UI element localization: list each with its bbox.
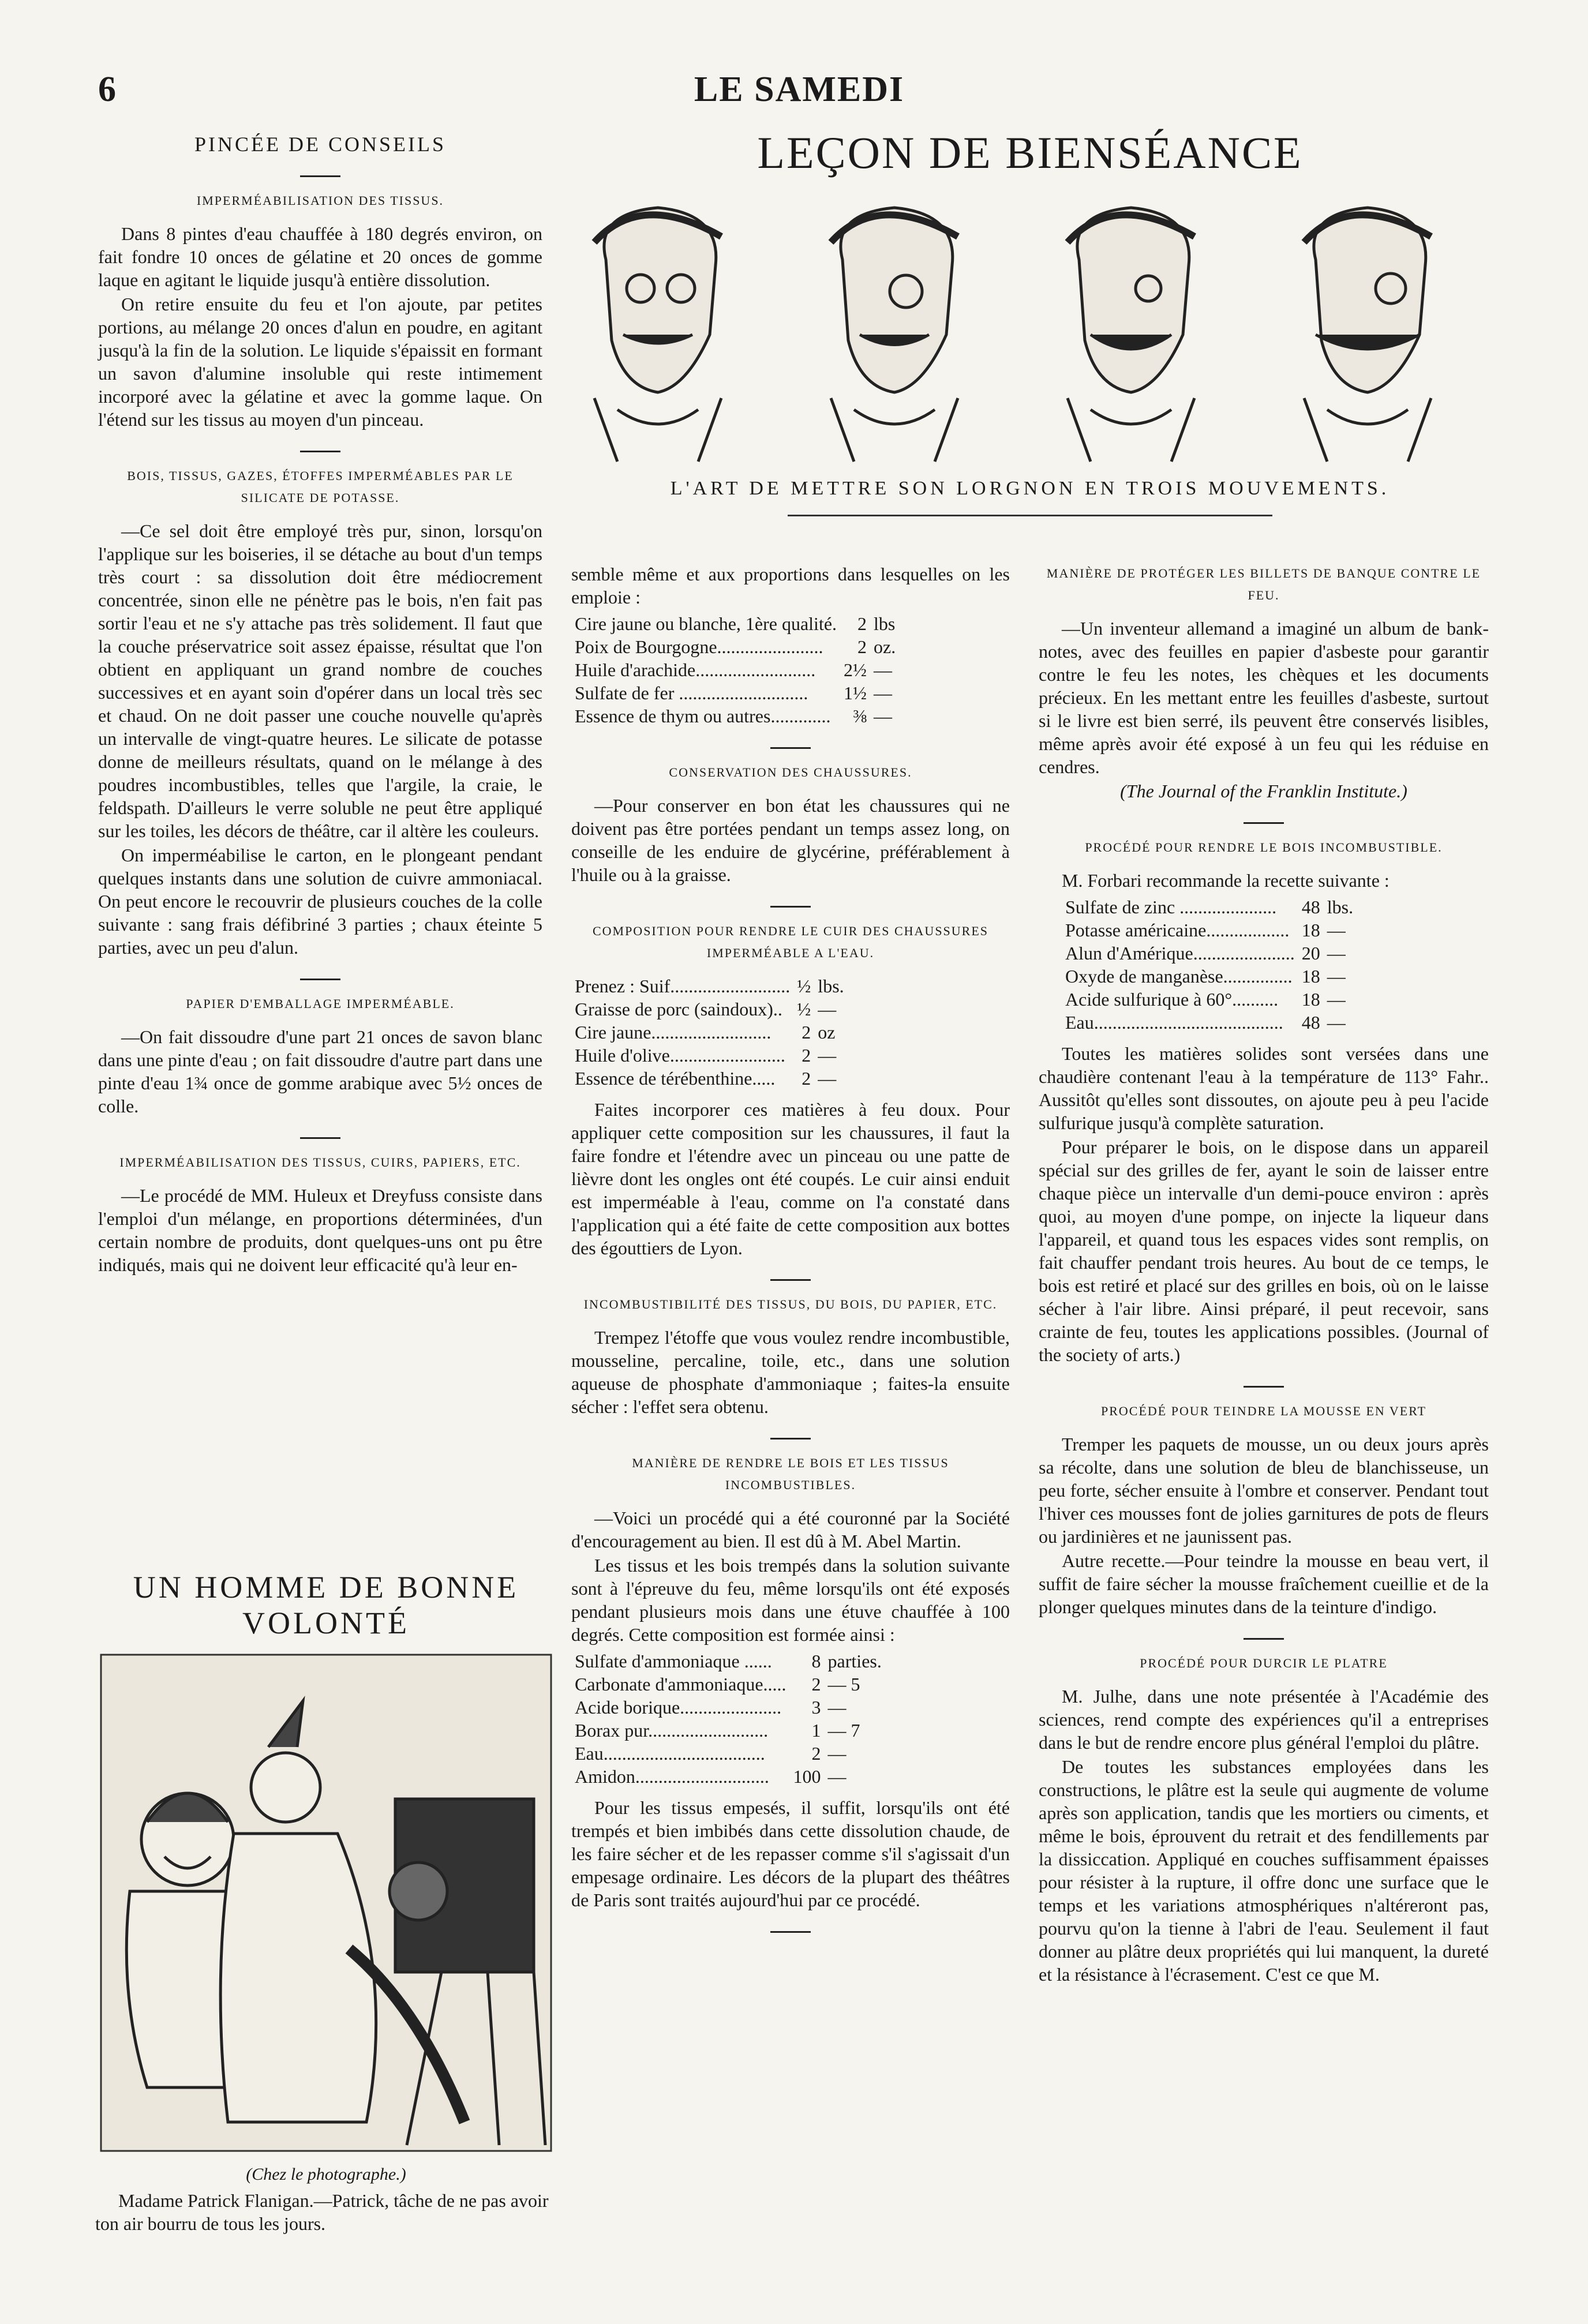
recipe-row: [571, 1067, 848, 1090]
recipe-row: [571, 612, 899, 635]
recipe-cell: Borax pur..........................: [575, 1720, 769, 1741]
recipe-cell: 18: [1301, 989, 1320, 1010]
recipe-cell: Huile d'arachide..........................: [575, 659, 816, 680]
recipe-cell: Oxyde de manganèse...............: [1065, 966, 1293, 987]
article-heading: PROCÉDÉ POUR TEINDRE LA MOUSSE EN VERT: [1100, 1404, 1427, 1418]
recipe-cell: Acide sulfurique à 60°..........: [1065, 989, 1279, 1010]
recipe-cell: Alun d'Amérique......................: [1065, 943, 1295, 964]
recipe-row: [1062, 895, 1357, 919]
recipe-cell: 2: [857, 613, 867, 634]
recipe-cell: 2: [811, 1743, 821, 1764]
cartoon-caption: Madame Patrick Flanigan.—Patrick, tâche de ne pas avoir ton air bourru de tous les jours.: [95, 2190, 549, 2234]
recipe-cell: —: [818, 1068, 837, 1089]
divider: [1244, 1638, 1284, 1640]
cartoon-title: UN HOMME DE BONNE VOLONTÉ: [133, 1570, 519, 1640]
recipe-row: [571, 1673, 885, 1696]
paragraph: Dans 8 pintes d'eau chauffée à 180 degrés environ, on fait fondre 10 onces de gélatine et 20 onces de gomme laque en agitant le liquide jusqu'à entière dissolution.: [98, 223, 542, 290]
recipe-row: [1062, 919, 1357, 942]
recipe-cell: —: [827, 1743, 847, 1764]
paragraph: Toutes les matières solides sont versées dans une chaudière contenant l'eau à la température de 113° Fahr.. Aussitôt qu'elles sont dissoutes, on ajoute peu à peu l'acide sulfurique jusqu'à complète saturation.: [1039, 1043, 1489, 1133]
recipe-cell: —: [1327, 966, 1346, 987]
recipe-cell: —: [874, 659, 893, 680]
source-citation: (The Journal of the Franklin Institute.): [1120, 781, 1407, 801]
recipe-cell: 100: [793, 1766, 821, 1787]
face-1: [594, 208, 721, 462]
paragraph: —Le procédé de MM. Huleux et Dreyfuss consiste dans l'emploi d'un mélange, en proportions déterminées, d'un certain nombre de produits, dont quelques-uns ont pu être indiqués, mais qui ne doivent leur efficacité qu'à leur en-: [98, 1185, 542, 1275]
recipe-cell: —: [818, 999, 837, 1019]
paragraph: —Voici un procédé qui a été couronné par la Société d'encouragement au bien. Il est dû à M. Abel Martin.: [571, 1508, 1010, 1551]
article-heading: PROCÉDÉ POUR RENDRE LE BOIS INCOMBUSTIBLE.: [1085, 840, 1443, 854]
article-heading: CONSERVATION DES CHAUSSURES.: [669, 765, 912, 779]
recipe-cell: Essence de térébenthine.....: [575, 1068, 776, 1089]
recipe-cell: — 5: [827, 1674, 860, 1695]
divider: [770, 1931, 811, 1933]
recipe-row: [571, 1650, 885, 1673]
recipe-cell: —: [1327, 1012, 1346, 1033]
recipe-cell: 3: [811, 1697, 821, 1718]
recipe-table: [571, 974, 848, 1090]
cartoon-top: [571, 127, 1489, 531]
article-heading: BOIS, TISSUS, GAZES, ÉTOFFES IMPERMÉABLES PAR LE SILICATE DE POTASSE.: [127, 468, 514, 505]
recipe-cell: Cire jaune..........................: [575, 1022, 771, 1043]
recipe-row: [571, 681, 899, 704]
recipe-cell: Graisse de porc (saindoux)..: [575, 999, 782, 1019]
paragraph: Pour les tissus empesés, il suffit, lorsqu'ils ont été trempés et bien imbibés dans cette dissolution chaude, de les faire sécher et de les repasser comme s'il s'agissait d'un empesage ordinaire. Les décors de la plupart des théâtres de Paris sont traités aujourd'hui par ce procédé.: [571, 1797, 1010, 1910]
face-2: [831, 208, 958, 462]
recipe-cell: oz.: [874, 636, 896, 657]
article-heading: COMPOSITION POUR RENDRE LE CUIR DES CHAUSSURES IMPERMÉABLE A L'EAU.: [592, 924, 989, 960]
paragraph: —Ce sel doit être employé très pur, sinon, lorsqu'on l'applique sur les boiseries, il se détache au bout d'un temps très court : sa dissolution doit être médiocrement concentrée, sinon elle ne pénètre pas le bois, n'en fait pas sortir l'eau et ne s'y attache pas très solidement. Il faut que la couche préservatrice soit assez épaisse, résultat que l'on obtient en appliquant un grand nombre de couches successives et en ayant soin d'opérer dans un local très sec et chaud. On ne doit passer une couche nouvelle qu'après un intervalle de vingt-quatre heures. Le silicate de potasse donne de meilleurs résultats, quand on le mélange à des poudres incombustibles, telles que l'argile, la craie, le feldspath. D'ailleurs le verre soluble ne peut être appliqué sur les toiles, les décors de théâtre, car il altère les couleurs.: [98, 520, 542, 841]
paragraph: Pour préparer le bois, on le dispose dans un appareil spécial sur des grilles de fer, ayant le soin de laisser entre chaque pièce un intervalle d'un demi-pouce environ : après quoi, au moyen d'une pompe, on injecte la liqueur dans l'appareil, et quand tous les espaces vides sont remplis, on fait chauffer pendant trois heures. Au bout de ce temps, le bois est retiré et placé sur des grilles en bois, où on le laisse sécher à l'air libre. Ainsi préparé, il peut recevoir, sans crainte de feu, toutes les applications possibles. (Journal of the society of arts.): [1039, 1137, 1489, 1365]
recipe-cell: Potasse américaine..................: [1065, 920, 1290, 940]
cartoon-illustration: [95, 1649, 557, 2157]
recipe-cell: Eau...................................: [575, 1743, 765, 1764]
paragraph: Faites incorporer ces matières à feu doux. Pour appliquer cette composition sur les chaussures, il faut la faire fondre et l'étendre avec un pinceau ou une patte de lièvre dont les ongles ont été coupés. Le cuir ainsi enduit est imperméable à l'eau, comme on l'a constaté dans l'application qui a été faite de cette composition aux bottes des égouttiers de Lyon.: [571, 1099, 1010, 1258]
cartoon-bottom: [95, 1569, 557, 2262]
article-heading: MANIÈRE DE PROTÉGER LES BILLETS DE BANQUE CONTRE LE FEU.: [1046, 566, 1481, 602]
section-title: PINCÉE DE CONSEILS: [194, 133, 446, 156]
divider: [770, 1438, 811, 1440]
recipe-cell: 2: [811, 1674, 821, 1695]
recipe-cell: Prenez : Suif..........................: [575, 976, 791, 996]
recipe-cell: ⅜: [853, 706, 867, 726]
divider: [770, 1279, 811, 1281]
divider: [770, 747, 811, 749]
recipe-row: [1062, 942, 1357, 965]
recipe-row: [571, 704, 899, 728]
recipe-cell: —: [827, 1766, 847, 1787]
paragraph: Trempez l'étoffe que vous voulez rendre incombustible, mousseline, percaline, toile, etc., dans une solution aqueuse de phosphate d'ammoniaque ; faites-la ensuite sécher : l'effet sera obtenu.: [571, 1327, 1010, 1417]
paragraph: —Pour conserver en bon état les chaussures qui ne doivent pas être portées pendant un temps assez long, on conseille de les enduire de glycérine, préférablement à l'huile ou à la graisse.: [571, 795, 1010, 885]
recipe-cell: —: [874, 683, 893, 703]
recipe-cell: 2: [802, 1068, 811, 1089]
page-number: 6: [98, 70, 116, 109]
column-left: [98, 133, 542, 1277]
cartoon-caption: L'ART DE METTRE SON LORGNON EN TROIS MOUVEMENTS.: [670, 478, 1390, 499]
article-heading: INCOMBUSTIBILITÉ DES TISSUS, DU BOIS, DU PAPIER, ETC.: [583, 1297, 998, 1311]
recipe-cell: — 7: [827, 1720, 860, 1741]
divider: [300, 451, 340, 452]
recipe-cell: 1½: [844, 683, 867, 703]
paragraph: —Un inventeur allemand a imaginé un album de bank-notes, avec des feuilles en papier d'asbeste pour garantir contre le feu les notes, les chèques et les documents précieux. En les mettant entre les feuilles d'asbeste, surtout si le livre est bien serré, ils peuvent être conservés lisibles, même après avoir été exposé à un feu qui les réduise en cendres.: [1039, 618, 1489, 777]
recipe-cell: —: [1327, 989, 1346, 1010]
divider: [300, 175, 340, 177]
paragraph: Les tissus et les bois trempés dans la solution suivante sont à l'épreuve du feu, même lorsqu'ils ont été exposés pendant plusieurs mois dans une étuve chauffée à 100 degrés. Cette composition est formée ainsi :: [571, 1555, 1010, 1645]
recipe-table: [571, 1650, 885, 1788]
recipe-row: [1062, 965, 1357, 988]
article-heading: IMPERMÉABILISATION DES TISSUS, CUIRS, PAPIERS, ETC.: [119, 1155, 521, 1170]
recipe-row: [571, 658, 899, 681]
column-middle: [571, 563, 1010, 1946]
recipe-cell: Acide borique......................: [575, 1697, 782, 1718]
recipe-cell: Poix de Bourgogne.......................: [575, 636, 823, 657]
recipe-cell: Carbonate d'ammoniaque.....: [575, 1674, 786, 1695]
recipe-row: [571, 1696, 885, 1719]
article-heading: PROCÉDÉ POUR DURCIR LE PLATRE: [1140, 1656, 1388, 1670]
cartoon-credit: (Chez le photographe.): [246, 2165, 406, 2184]
paragraph: De toutes les substances employées dans les constructions, le plâtre est la seule qui augmente de volume après son application, tandis que les mortiers ou ciments, et même le bois, éprouvent du retrait et des fendillements par la dissiccation. Appliqué en couches suffisamment épaisses pour résister à la rupture, il offre donc une surface que le temps et les variations atmosphériques n'altéreront pas, pourvu qu'on la tienne à l'abri de l'eau. Seulement il faut donner au plâtre deux propriétés qui lui manquent, la dureté et la résistance à l'écrasement. C'est ce que M.: [1039, 1756, 1489, 1985]
recipe-cell: Eau.........................................: [1065, 1012, 1283, 1033]
recipe-row: [1062, 1011, 1357, 1034]
recipe-cell: —: [1327, 920, 1346, 940]
recipe-cell: lbs: [874, 613, 896, 634]
recipe-cell: Huile d'olive.........................: [575, 1045, 785, 1066]
recipe-cell: ½: [797, 976, 811, 996]
recipe-table: [1062, 895, 1357, 1034]
divider: [300, 1137, 340, 1139]
recipe-table: [571, 612, 899, 728]
recipe-cell: —: [874, 706, 893, 726]
recipe-cell: lbs.: [1327, 897, 1354, 917]
paragraph: Autre recette.—Pour teindre la mousse en beau vert, il suffit de faire sécher la mousse fraîchement cueillie et de la plonger quelques minutes dans de la teinture d'indigo.: [1039, 1550, 1489, 1617]
paragraph: M. Julhe, dans une note présentée à l'Académie des sciences, rend compte des expériences qu'il a entreprises dans le but de rendre encore plus général l'emploi du plâtre.: [1039, 1686, 1489, 1753]
recipe-row: [571, 1719, 885, 1742]
recipe-cell: 48: [1301, 897, 1320, 917]
article-heading: MANIÈRE DE RENDRE LE BOIS ET LES TISSUS INCOMBUSTIBLES.: [632, 1456, 949, 1492]
recipe-cell: 20: [1301, 943, 1320, 964]
recipe-row: [571, 998, 848, 1021]
recipe-row: [571, 1044, 848, 1067]
journal-title: LE SAMEDI: [694, 70, 905, 109]
recipe-cell: Cire jaune ou blanche, 1ère qualité.: [575, 613, 837, 634]
paragraph: On retire ensuite du feu et l'on ajoute, par petites portions, au mélange 20 onces d'alun en poudre, en agitant jusqu'à la fin de la solution. Le liquide s'épaissit en formant un savon d'alumine insoluble qui reste intimement incorporé avec la gélatine et avec la gomme laque. On l'étend sur les tissus au moyen d'un pinceau.: [98, 294, 542, 430]
cartoon-illustration: [571, 190, 1489, 467]
recipe-cell: Sulfate de fer ............................: [575, 683, 808, 703]
recipe-cell: 2: [802, 1022, 811, 1043]
recipe-cell: parties.: [827, 1651, 882, 1671]
article-heading: IMPERMÉABILISATION DES TISSUS.: [196, 193, 444, 208]
paragraph: —On fait dissoudre d'une part 21 onces de savon blanc dans une pinte d'eau ; on fait dissoudre d'autre part dans une pinte d'eau 1¾ once de gomme arabique avec 5½ onces de colle.: [98, 1026, 542, 1116]
divider: [788, 515, 1272, 516]
face-3: [1068, 208, 1194, 462]
recipe-cell: —: [818, 1045, 837, 1066]
recipe-row: [571, 635, 899, 658]
paragraph: semble même et aux proportions dans lesquelles on les emploie :: [571, 564, 1010, 608]
recipe-row: [1062, 988, 1357, 1011]
recipe-cell: 8: [811, 1651, 821, 1671]
paragraph: On imperméabilise le carton, en le plongeant pendant quelques instants dans une solution de cuivre ammoniacal. On peut encore le recouvrir de plusieurs couches de la colle suivante : sang frais défibriné 3 parties ; chaux éteinte 5 parties, avec un peu d'alun.: [98, 845, 542, 958]
recipe-cell: ½: [797, 999, 811, 1019]
divider: [300, 979, 340, 980]
recipe-cell: oz: [818, 1022, 836, 1043]
recipe-cell: 2: [857, 636, 867, 657]
recipe-row: [571, 1742, 885, 1765]
paragraph: Tremper les paquets de mousse, un ou deux jours après sa récolte, dans une solution de bleu de blanchisseuse, un peu forte, sécher ensuite à l'ombre et conserver. Pendant tout l'hiver ces mousses font de jolies garnitures de pots de fleurs ou jardinières et ne jaunissent pas.: [1039, 1434, 1489, 1547]
column-right: [1039, 563, 1489, 1987]
face-4: [1304, 208, 1431, 462]
recipe-cell: 1: [811, 1720, 821, 1741]
paragraph: M. Forbari recommande la recette suivante :: [1062, 870, 1390, 891]
recipe-cell: 48: [1301, 1012, 1320, 1033]
page-header: [98, 69, 1500, 115]
divider: [1244, 1386, 1284, 1388]
recipe-cell: 18: [1301, 966, 1320, 987]
article-heading: PAPIER D'EMBALLAGE IMPERMÉABLE.: [186, 996, 455, 1011]
recipe-cell: Amidon.............................: [575, 1766, 769, 1787]
recipe-row: [571, 1765, 885, 1788]
recipe-cell: Essence de thym ou autres.............: [575, 706, 831, 726]
divider: [770, 906, 811, 908]
divider: [1244, 822, 1284, 824]
recipe-cell: 2: [802, 1045, 811, 1066]
recipe-cell: —: [1327, 943, 1346, 964]
recipe-cell: 2½: [844, 659, 867, 680]
recipe-row: [571, 974, 848, 998]
recipe-cell: Sulfate d'ammoniaque ......: [575, 1651, 772, 1671]
recipe-cell: lbs.: [818, 976, 844, 996]
recipe-row: [571, 1021, 848, 1044]
recipe-cell: Sulfate de zinc .....................: [1065, 897, 1277, 917]
recipe-cell: —: [827, 1697, 847, 1718]
cartoon-title: LEÇON DE BIENSÉANCE: [757, 128, 1303, 178]
recipe-cell: 18: [1301, 920, 1320, 940]
